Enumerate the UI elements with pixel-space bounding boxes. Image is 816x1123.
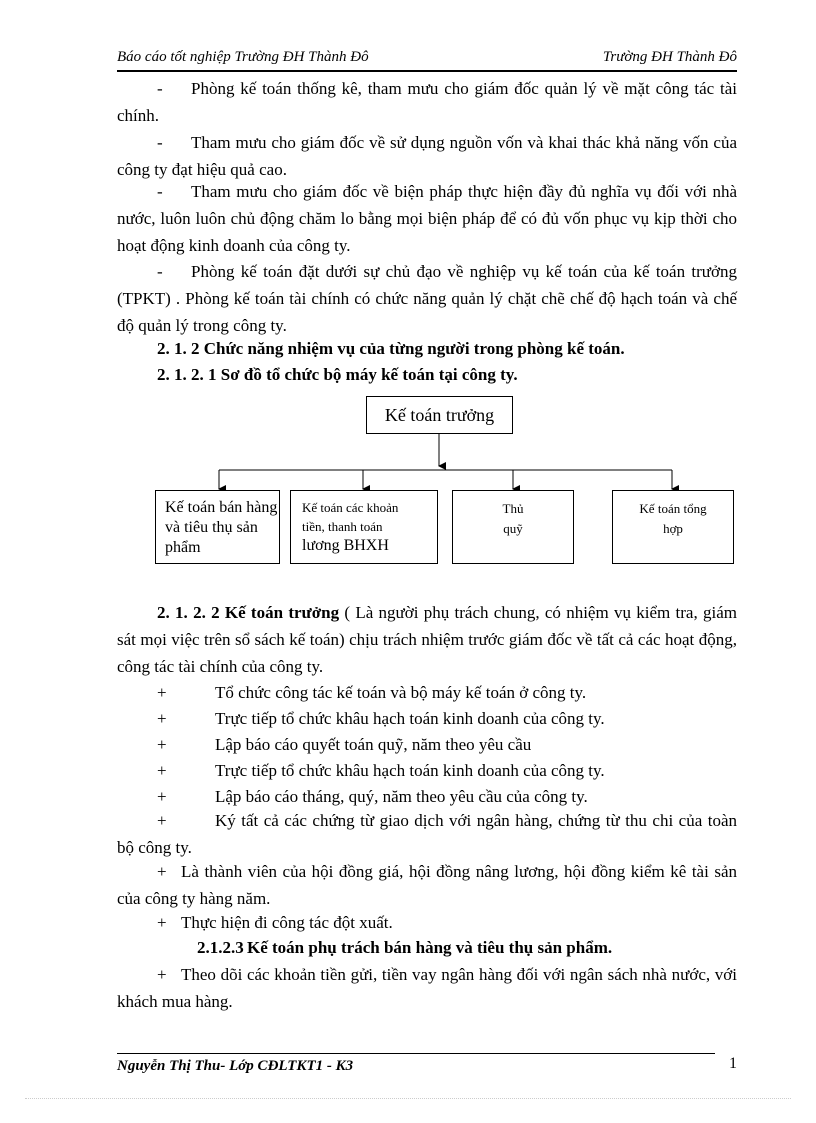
- org-box-general-accountant: Kế toán tổng hợp: [612, 490, 734, 564]
- org-box-cash-payment-accountant: Kế toán các khoản tiền, thanh toán lương BHXH: [290, 490, 438, 564]
- bullet-paragraph: - Phòng kế toán thống kê, tham mưu cho giám đốc quản lý về mặt công tác tài chính.: [117, 79, 737, 125]
- header-right: Trường ĐH Thành Đô: [602, 49, 737, 65]
- org-box-treasurer: Thủ quỹ: [452, 490, 574, 564]
- page-number: 1: [729, 1055, 737, 1072]
- bullet-paragraph: - Tham mưu cho giám đốc về sử dụng nguồn vốn và khai thác khả năng vốn của công ty đạt hiệu quả cao.: [117, 133, 737, 179]
- footer-author: Nguyễn Thị Thu- Lớp CĐLTKT1 - K3: [117, 1058, 354, 1074]
- duty-paragraph: + Là thành viên của hội đồng giá, hội đồng nâng lương, hội đồng kiểm kê tài sản của công ty hàng năm.: [117, 862, 737, 908]
- footer-rule: [117, 1053, 715, 1054]
- heading-sales-accountant: 2.1.2.3 Kế toán phụ trách bán hàng và tiêu thụ sản phẩm.: [197, 938, 613, 957]
- bullet-paragraph: - Tham mưu cho giám đốc về biện pháp thực hiện đầy đủ nghĩa vụ đối với nhà nước, luôn luôn chủ động chăm lo bằng mọi biện pháp để có đủ vốn phục vụ kịp thời cho hoạt động kinh doanh của công ty.: [117, 182, 737, 255]
- org-box-sales-accountant: Kế toán bán hàng và tiêu thụ sản phẩm: [155, 490, 280, 564]
- chief-accountant-paragraph: 2. 1. 2. 2 Kế toán trưởng ( Là người phụ trách chung, có nhiệm vụ kiểm tra, giám sát mọi việc trên sổ sách kế toán) chịu trách nhiệm trước giám đốc về tất cả các hoạt động, công tác tài chính của công ty.: [117, 603, 737, 676]
- duty-paragraph: + Thực hiện đi công tác đột xuất.: [157, 913, 393, 932]
- bullet-paragraph: - Phòng kế toán đặt dưới sự chủ đạo về nghiệp vụ kế toán của kế toán trưởng (TPKT) . Phòng kế toán tài chính có chức năng quản lý chặt chẽ chế độ hạch toán và chế độ quản lý trong công ty.: [117, 262, 737, 335]
- page-edge: [25, 1098, 791, 1099]
- heading-org-chart: 2. 1. 2. 1 Sơ đồ tổ chức bộ máy kế toán tại công ty.: [157, 365, 518, 384]
- sales-duty-paragraph: + Theo dõi các khoản tiền gửi, tiền vay ngân hàng đối với ngân sách nhà nước, với khách mua hàng.: [117, 965, 737, 1011]
- heading-functions: 2. 1. 2 Chức năng nhiệm vụ của từng người trong phòng kế toán.: [157, 339, 625, 358]
- org-box-chief-accountant: Kế toán trưởng: [366, 396, 513, 434]
- header-left: Báo cáo tốt nghiệp Trường ĐH Thành Đô: [117, 49, 369, 65]
- duty-paragraph: + Ký tất cả các chứng từ giao dịch với ngân hàng, chứng từ thu chi của toàn bộ công ty.: [117, 811, 737, 857]
- duty-list: + Tổ chức công tác kế toán và bộ máy kế toán ở công ty. + Trực tiếp tổ chức khâu hạch toán kinh doanh của công ty. + Lập báo cáo quyết toán quỹ, năm theo yêu cầu + Trực tiếp tổ chức khâu hạch toán kinh doanh của công ty. + Lập báo cáo tháng, quý, năm theo yêu cầu của công ty.: [157, 683, 605, 806]
